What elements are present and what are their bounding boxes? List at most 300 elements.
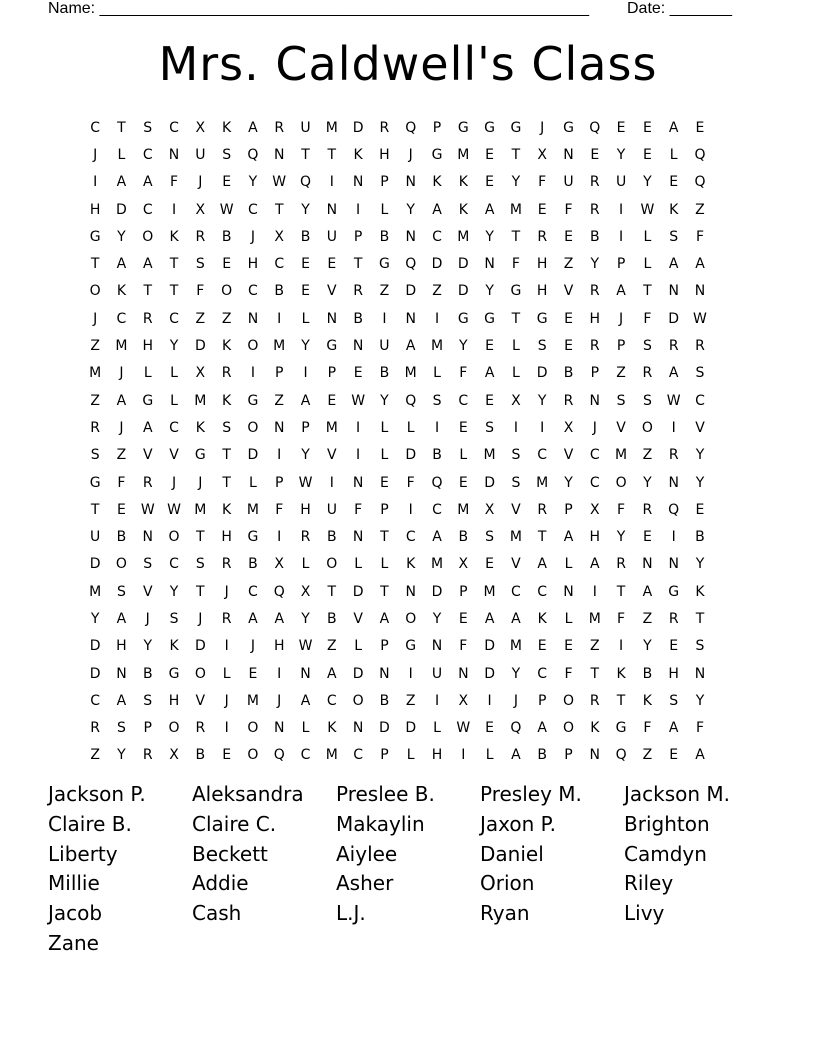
- grid-letter: G: [89, 474, 101, 491]
- grid-row: [82, 250, 713, 277]
- grid-letter: H: [300, 501, 311, 518]
- grid-letter: T: [643, 283, 652, 300]
- grid-letter: R: [142, 747, 153, 764]
- grid-letter: A: [300, 392, 311, 409]
- grid-letter: C: [248, 283, 258, 300]
- grid-letter: I: [619, 638, 624, 655]
- grid-letter: Y: [485, 228, 494, 245]
- word-list-item: Jackson P.: [48, 782, 146, 806]
- grid-letter: U: [195, 146, 206, 163]
- grid-letter: Y: [616, 146, 626, 163]
- grid-letter: H: [247, 256, 259, 273]
- grid-row: [82, 196, 713, 223]
- grid-letter: K: [590, 720, 600, 737]
- grid-letter: E: [537, 201, 547, 218]
- grid-letter: U: [563, 174, 574, 191]
- grid-letter: M: [457, 146, 470, 163]
- grid-letter: T: [169, 256, 179, 273]
- grid-letter: T: [196, 529, 205, 546]
- grid-letter: D: [457, 256, 469, 273]
- grid-letter: N: [405, 228, 416, 245]
- grid-letter: S: [642, 392, 652, 409]
- grid-letter: C: [432, 501, 442, 518]
- grid-letter: C: [537, 665, 548, 682]
- grid-letter: A: [116, 392, 127, 409]
- grid-letter: F: [564, 665, 573, 682]
- word-list-item: Aleksandra: [192, 782, 304, 806]
- grid-letter: G: [142, 392, 154, 409]
- grid-letter: K: [169, 228, 179, 245]
- grid-letter: K: [458, 174, 468, 191]
- grid-letter: I: [671, 419, 676, 436]
- grid-letter: L: [433, 365, 441, 382]
- grid-letter: N: [668, 283, 679, 300]
- grid-letter: O: [405, 610, 417, 627]
- word-list-item: Ryan: [480, 901, 530, 926]
- grid-letter: Y: [590, 256, 600, 273]
- grid-letter: X: [169, 747, 179, 764]
- grid-letter: J: [198, 610, 203, 627]
- grid-letter: R: [589, 338, 600, 355]
- grid-letter: J: [408, 146, 413, 163]
- word-list-item: Riley: [624, 871, 674, 896]
- grid-letter: E: [590, 146, 600, 163]
- grid-letter: M: [325, 119, 338, 136]
- grid-letter: S: [669, 228, 679, 245]
- grid-letter: E: [642, 146, 652, 163]
- grid-letter: H: [589, 310, 601, 327]
- grid-letter: A: [537, 556, 547, 573]
- grid-letter: E: [564, 638, 573, 655]
- grid-letter: I: [540, 419, 545, 436]
- grid-letter: I: [277, 447, 282, 464]
- grid-letter: L: [301, 310, 310, 327]
- grid-letter: A: [116, 256, 127, 273]
- grid-row: [82, 114, 713, 141]
- grid-letter: H: [89, 201, 101, 218]
- grid-letter: N: [142, 529, 153, 546]
- grid-letter: M: [194, 501, 207, 518]
- grid-letter: K: [642, 692, 652, 709]
- grid-letter: T: [90, 256, 100, 273]
- word-list: [48, 780, 768, 959]
- grid-letter: N: [642, 556, 653, 573]
- grid-letter: W: [456, 720, 471, 737]
- grid-letter: L: [170, 392, 178, 409]
- grid-letter: O: [247, 419, 259, 436]
- grid-letter: M: [536, 474, 549, 491]
- grid-letter: E: [458, 419, 468, 436]
- grid-letter: C: [432, 228, 442, 245]
- grid-letter: Z: [221, 310, 232, 327]
- grid-letter: C: [169, 419, 179, 436]
- grid-letter: Y: [169, 338, 179, 355]
- grid-letter: S: [537, 338, 547, 355]
- grid-letter: B: [248, 556, 258, 573]
- grid-letter: P: [275, 474, 284, 491]
- grid-letter: W: [351, 392, 366, 409]
- grid-letter: G: [484, 119, 496, 136]
- grid-letter: E: [222, 256, 232, 273]
- grid-letter: F: [564, 201, 573, 218]
- grid-letter: I: [461, 747, 466, 764]
- grid-letter: O: [326, 556, 338, 573]
- grid-letter: O: [247, 747, 259, 764]
- grid-letter: I: [434, 692, 440, 709]
- grid-letter: S: [432, 392, 442, 409]
- grid-letter: E: [485, 392, 495, 409]
- word-list-item: Jacob: [48, 901, 103, 926]
- grid-letter: Z: [90, 392, 100, 409]
- grid-letter: F: [170, 174, 179, 191]
- grid-letter: L: [222, 665, 231, 682]
- grid-letter: X: [511, 392, 521, 409]
- grid-letter: W: [693, 310, 707, 327]
- grid-letter: E: [485, 338, 495, 355]
- grid-row: [82, 496, 713, 523]
- grid-letter: K: [458, 201, 468, 218]
- grid-letter: L: [380, 201, 389, 218]
- grid-letter: Q: [668, 501, 680, 518]
- grid-row: [82, 523, 713, 550]
- grid-letter: S: [143, 119, 153, 136]
- grid-letter: A: [248, 610, 258, 627]
- grid-letter: G: [326, 338, 338, 355]
- grid-letter: J: [198, 174, 203, 191]
- grid-letter: Z: [327, 638, 337, 655]
- grid-letter: P: [353, 228, 363, 245]
- grid-letter: B: [142, 665, 153, 682]
- grid-letter: P: [380, 638, 389, 655]
- grid-letter: T: [537, 529, 547, 546]
- grid-letter: L: [380, 419, 389, 436]
- grid-letter: R: [379, 119, 390, 136]
- grid-letter: F: [695, 228, 704, 245]
- grid-letter: R: [668, 447, 679, 464]
- grid-letter: O: [247, 338, 259, 355]
- word-list-item: Jackson M.: [624, 782, 731, 806]
- word-list-item: Aiylee: [336, 841, 398, 866]
- grid-letter: M: [509, 529, 522, 546]
- grid-letter: F: [459, 638, 468, 655]
- grid-letter: K: [669, 201, 679, 218]
- grid-letter: A: [642, 583, 653, 600]
- grid-letter: G: [194, 447, 206, 464]
- grid-letter: A: [484, 365, 495, 382]
- grid-letter: N: [589, 392, 601, 409]
- grid-letter: E: [458, 610, 468, 627]
- grid-letter: A: [590, 556, 600, 573]
- grid-letter: O: [221, 283, 233, 300]
- grid-letter: X: [458, 556, 469, 573]
- grid-letter: J: [513, 692, 518, 709]
- grid-row: [82, 469, 713, 496]
- grid-letter: A: [379, 610, 390, 627]
- grid-letter: L: [301, 556, 310, 573]
- grid-letter: L: [406, 747, 415, 764]
- grid-letter: A: [405, 338, 416, 355]
- grid-letter: E: [485, 556, 495, 573]
- grid-letter: L: [117, 146, 126, 163]
- grid-letter: D: [431, 256, 443, 273]
- grid-letter: J: [93, 146, 98, 163]
- grid-letter: T: [301, 146, 310, 163]
- word-list-item: Claire C.: [192, 811, 277, 836]
- grid-letter: D: [484, 665, 495, 682]
- grid-letter: N: [273, 419, 285, 436]
- word-list-item: Zane: [48, 930, 99, 955]
- grid-letter: U: [90, 529, 101, 546]
- grid-letter: I: [592, 583, 597, 600]
- grid-letter: D: [352, 665, 364, 682]
- grid-letter: Q: [405, 256, 417, 273]
- grid-letter: Z: [642, 447, 653, 464]
- grid-letter: L: [459, 447, 468, 464]
- grid-letter: Y: [695, 474, 705, 491]
- grid-letter: I: [356, 201, 361, 218]
- grid-letter: O: [641, 419, 653, 436]
- grid-letter: D: [194, 338, 206, 355]
- grid-letter: G: [457, 119, 469, 136]
- word-list-item: Brighton: [624, 811, 710, 836]
- grid-letter: L: [643, 256, 652, 273]
- grid-letter: K: [116, 283, 127, 300]
- grid-letter: L: [485, 747, 494, 764]
- word-list-item: Presley M.: [480, 782, 582, 806]
- grid-letter: I: [382, 310, 387, 327]
- grid-letter: K: [222, 338, 232, 355]
- grid-letter: Y: [117, 228, 126, 245]
- grid-letter: J: [119, 365, 124, 382]
- grid-letter: N: [352, 338, 364, 355]
- grid-letter: B: [537, 747, 547, 764]
- grid-letter: H: [142, 338, 153, 355]
- grid-letter: F: [275, 501, 284, 518]
- grid-letter: A: [248, 119, 258, 136]
- grid-letter: A: [563, 529, 574, 546]
- grid-letter: T: [616, 583, 626, 600]
- grid-letter: R: [353, 283, 363, 300]
- grid-letter: I: [93, 174, 98, 191]
- grid-letter: A: [300, 692, 311, 709]
- grid-letter: Y: [511, 174, 521, 191]
- grid-letter: K: [432, 174, 442, 191]
- grid-letter: T: [590, 665, 600, 682]
- grid-letter: I: [619, 228, 624, 245]
- word-list-item: Beckett: [192, 841, 268, 866]
- word-list-item: Preslee B.: [336, 782, 435, 806]
- grid-row: [82, 305, 713, 332]
- grid-letter: B: [432, 447, 442, 464]
- grid-letter: N: [352, 529, 364, 546]
- grid-letter: A: [142, 419, 153, 436]
- grid-letter: E: [669, 174, 679, 191]
- grid-letter: K: [222, 119, 232, 136]
- date-field-label: Date: _______: [627, 0, 732, 17]
- grid-letter: N: [300, 665, 311, 682]
- grid-letter: J: [198, 474, 203, 491]
- grid-letter: K: [169, 638, 179, 655]
- grid-letter: Q: [431, 474, 443, 491]
- grid-letter: L: [564, 610, 573, 627]
- word-list-item: Makaylin: [336, 811, 425, 836]
- grid-letter: B: [695, 529, 705, 546]
- grid-letter: D: [89, 556, 101, 573]
- grid-letter: A: [511, 610, 521, 627]
- grid-letter: E: [669, 747, 679, 764]
- grid-letter: T: [327, 146, 337, 163]
- grid-letter: M: [325, 419, 338, 436]
- grid-letter: R: [274, 119, 285, 136]
- grid-letter: M: [89, 365, 102, 382]
- grid-letter: V: [511, 556, 521, 573]
- grid-row: [82, 414, 713, 441]
- grid-letter: E: [485, 174, 495, 191]
- grid-letter: T: [380, 529, 389, 546]
- grid-letter: G: [484, 310, 496, 327]
- grid-letter: A: [484, 610, 495, 627]
- grid-letter: Q: [247, 146, 259, 163]
- grid-letter: F: [511, 256, 520, 273]
- grid-letter: Q: [273, 583, 285, 600]
- grid-letter: N: [352, 720, 364, 737]
- grid-letter: N: [458, 665, 469, 682]
- grid-letter: N: [668, 556, 679, 573]
- grid-letter: N: [352, 474, 364, 491]
- grid-letter: M: [273, 338, 286, 355]
- grid-letter: I: [513, 419, 518, 436]
- grid-letter: M: [509, 638, 522, 655]
- grid-letter: M: [404, 365, 417, 382]
- grid-letter: S: [485, 529, 495, 546]
- grid-letter: H: [379, 146, 390, 163]
- grid-letter: A: [668, 256, 679, 273]
- grid-letter: C: [248, 583, 258, 600]
- grid-letter: A: [668, 365, 679, 382]
- grid-letter: H: [116, 638, 127, 655]
- grid-row: [82, 715, 713, 742]
- grid-letter: Y: [695, 692, 705, 709]
- grid-letter: I: [277, 665, 282, 682]
- grid-letter: N: [326, 310, 338, 327]
- grid-letter: R: [221, 610, 232, 627]
- grid-letter: L: [380, 556, 389, 573]
- grid-letter: D: [379, 720, 390, 737]
- word-list-item: Daniel: [480, 841, 544, 866]
- grid-letter: B: [353, 310, 363, 327]
- grid-letter: F: [406, 474, 415, 491]
- grid-letter: X: [274, 556, 285, 573]
- grid-letter: X: [563, 419, 574, 436]
- grid-letter: K: [222, 501, 232, 518]
- grid-letter: N: [484, 256, 495, 273]
- grid-letter: I: [224, 720, 229, 737]
- grid-letter: F: [196, 283, 205, 300]
- grid-letter: Z: [563, 256, 574, 273]
- word-list-item: Millie: [48, 871, 100, 896]
- grid-letter: R: [589, 201, 600, 218]
- grid-letter: J: [224, 583, 229, 600]
- grid-letter: Y: [301, 447, 310, 464]
- grid-letter: R: [642, 365, 653, 382]
- grid-letter: Y: [143, 638, 153, 655]
- grid-letter: G: [168, 665, 180, 682]
- grid-letter: C: [458, 392, 469, 409]
- grid-letter: M: [509, 201, 522, 218]
- grid-letter: V: [563, 447, 574, 464]
- grid-letter: T: [511, 228, 521, 245]
- grid-letter: L: [380, 447, 389, 464]
- grid-letter: A: [537, 720, 547, 737]
- grid-letter: V: [511, 501, 521, 518]
- grid-letter: G: [405, 638, 417, 655]
- grid-letter: P: [380, 747, 389, 764]
- grid-letter: L: [643, 228, 652, 245]
- grid-letter: W: [140, 501, 155, 518]
- grid-letter: I: [329, 174, 334, 191]
- grid-letter: Z: [589, 638, 600, 655]
- grid-letter: E: [222, 747, 232, 764]
- grid-letter: Z: [642, 747, 653, 764]
- grid-letter: Z: [195, 310, 206, 327]
- grid-letter: V: [327, 283, 337, 300]
- grid-letter: D: [89, 665, 101, 682]
- grid-letter: E: [564, 228, 573, 245]
- grid-letter: Q: [589, 119, 601, 136]
- grid-letter: A: [116, 174, 127, 191]
- grid-letter: B: [458, 529, 469, 546]
- grid-letter: V: [142, 583, 153, 600]
- grid-letter: Y: [248, 174, 258, 191]
- grid-letter: U: [615, 174, 627, 191]
- grid-letter: V: [169, 447, 179, 464]
- grid-letter: L: [406, 419, 415, 436]
- letter-grid: [82, 114, 713, 769]
- grid-letter: S: [669, 692, 679, 709]
- grid-letter: L: [143, 365, 152, 382]
- grid-letter: M: [588, 610, 601, 627]
- grid-letter: L: [433, 720, 441, 737]
- grid-letter: E: [695, 119, 705, 136]
- grid-letter: J: [619, 310, 624, 327]
- grid-letter: E: [564, 338, 573, 355]
- grid-letter: Z: [405, 692, 416, 709]
- grid-letter: U: [326, 501, 337, 518]
- grid-letter: Q: [615, 747, 627, 764]
- grid-letter: E: [458, 474, 468, 491]
- grid-letter: D: [484, 638, 495, 655]
- grid-letter: Y: [301, 338, 310, 355]
- grid-letter: D: [352, 119, 364, 136]
- grid-letter: Q: [405, 392, 417, 409]
- word-list-item: Liberty: [48, 841, 118, 866]
- grid-letter: B: [221, 228, 232, 245]
- grid-letter: E: [222, 174, 232, 191]
- grid-letter: G: [378, 256, 390, 273]
- grid-letter: B: [327, 610, 337, 627]
- grid-letter: Q: [273, 747, 285, 764]
- grid-letter: B: [589, 228, 600, 245]
- grid-letter: P: [432, 119, 442, 136]
- grid-letter: D: [89, 638, 101, 655]
- grid-letter: A: [484, 201, 495, 218]
- grid-letter: N: [326, 201, 338, 218]
- grid-letter: Y: [643, 638, 652, 655]
- grid-letter: A: [432, 529, 442, 546]
- grid-letter: G: [668, 583, 680, 600]
- grid-row: [82, 605, 713, 632]
- grid-letter: A: [695, 747, 705, 764]
